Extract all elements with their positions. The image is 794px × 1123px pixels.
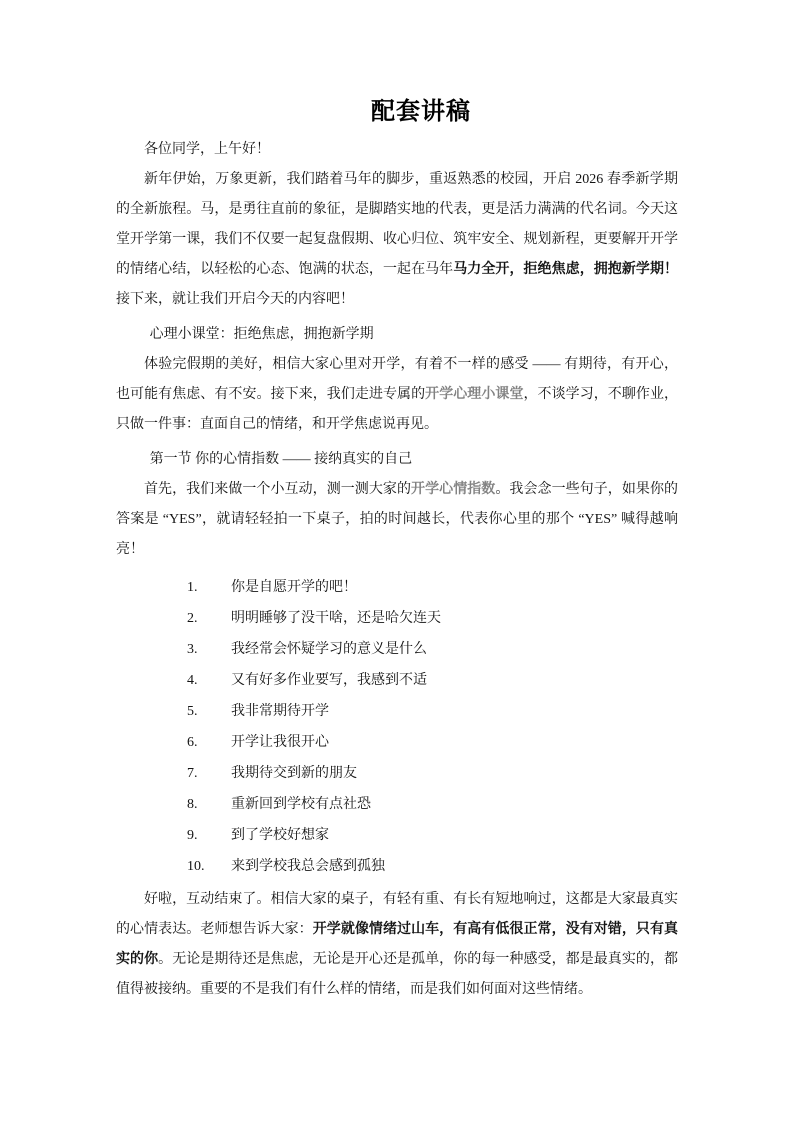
checklist-item (187, 820, 678, 851)
text-segment: ，不谈学习，不聊作业，只做一件事：直面自己的情绪，和开学焦虑说再见。 (116, 387, 679, 432)
text-segment: 接下来，就让我们开启今天的内容吧！ (116, 292, 354, 307)
item-text: 我经常会怀疑学习的意义是什么 (231, 642, 427, 657)
item-number: 9. (187, 828, 198, 843)
text-segment: 新年伊始，万象更新，我们踏着马年的脚步，重返熟悉的校园，开启 2026 春季新学期的全新旅程。马，是勇往直前的象征，是脚踏实地的代表，更是活力满满的代名词。今天这堂开学第一课，我们不仅要一起复盘假期、收心归位、筑牢安全、规划新程，更要解开开学的情绪心结，以轻松的心态、饱满的状态，一起在马年 (116, 172, 678, 277)
item-number: 10. (187, 859, 205, 874)
checklist-item (187, 789, 678, 820)
item-number: 4. (187, 673, 198, 688)
checklist-item (187, 572, 678, 603)
paragraph-opening (116, 165, 678, 315)
mood-checklist (116, 572, 678, 882)
item-number: 5. (187, 704, 198, 719)
item-text: 来到学校我总会感到孤独 (231, 859, 385, 874)
checklist-item (187, 758, 678, 789)
item-text: 明明睡够了没干啥，还是哈欠连天 (231, 611, 441, 626)
paragraph-activity (116, 475, 678, 565)
item-number: 3. (187, 642, 198, 657)
section-heading: 心理小课堂：拒绝焦虑，拥抱新学期 (149, 327, 374, 342)
text-segment: 。无论是期待还是焦虑，无论是开心还是孤单，你的每一种感受，都是最真实的，都值得被接纳。重要的不是我们有什么样的情绪，而是我们如何面对这些情绪。 (116, 952, 679, 997)
paragraph-closing (116, 885, 678, 1005)
item-number: 7. (187, 766, 198, 781)
item-text: 开学让我很开心 (231, 735, 329, 750)
gray-bold-text-segment: 开学心情指数 (411, 482, 496, 497)
item-number: 2. (187, 611, 198, 626)
item-number: 1. (187, 580, 198, 595)
item-text: 到了学校好想家 (231, 828, 329, 843)
checklist-item (187, 665, 678, 696)
item-text: 我期待交到新的朋友 (231, 766, 357, 781)
text-segment: 。我会念一些句子，如果你的答案是 “YES”，就请轻轻拍一下桌子，拍的时间越长，代表你心里的那个 “YES” 喊得越响亮！ (116, 482, 679, 557)
checklist-item (187, 851, 678, 882)
subsection-heading: 第一节 你的心情指数 —— 接纳真实的自己 (149, 452, 413, 467)
item-text: 又有好多作业要写，我感到不适 (231, 673, 427, 688)
item-text: 我非常期待开学 (231, 704, 329, 719)
item-text: 你是自愿开学的吧！ (231, 580, 357, 595)
item-number: 6. (187, 735, 198, 750)
text-segment: 好啦，互动结束了。相信大家的桌子，有轻有重、有长有短地响过，这都是大家最真实的心情表达。老师想告诉大家： (116, 892, 678, 937)
item-text: 重新回到学校有点社恐 (231, 797, 371, 812)
bold-text-segment: 开学就像情绪过山车，有高有低很正常，没有对错，只有真实的你 (116, 922, 678, 967)
gray-bold-text-segment: 开学心理小课堂 (425, 387, 524, 402)
bold-text-segment: 马力全开，拒绝焦虑，拥抱新学期！ (453, 262, 679, 277)
text-segment: 体验完假期的美好，相信大家心里对开学，有着不一样的感受 —— 有期待，有开心，也可能有焦虑、有不安。接下来，我们走进专属的 (116, 357, 678, 402)
document-title: 配套讲稿 (371, 99, 471, 125)
paragraph-intro (116, 350, 678, 440)
checklist-item (187, 696, 678, 727)
checklist-item (187, 727, 678, 758)
checklist-item (187, 603, 678, 634)
text-segment: 首先，我们来做一个小互动，测一测大家的 (144, 482, 412, 497)
paragraph-greeting: 各位同学，上午好！ (144, 142, 270, 157)
checklist-item (187, 634, 678, 665)
item-number: 8. (187, 797, 198, 812)
